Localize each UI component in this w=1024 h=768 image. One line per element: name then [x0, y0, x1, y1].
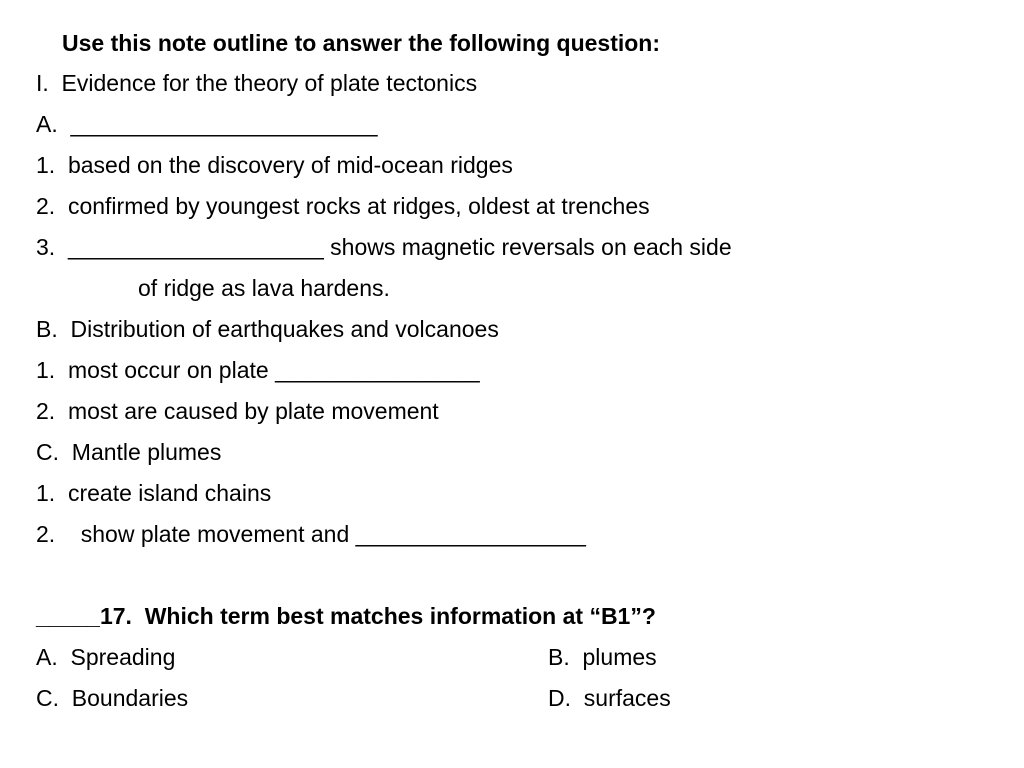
outline-line-7: B. Distribution of earthquakes and volcanoes — [36, 316, 499, 342]
outline-line-8: 1. most occur on plate ________________ — [36, 357, 480, 383]
outline-line-2: A. ________________________ — [36, 111, 378, 137]
choice-b: B. plumes — [548, 644, 657, 670]
outline-line-9: 2. most are caused by plate movement — [36, 398, 439, 424]
outline-line-5: 3. ____________________ shows magnetic reversals on each side — [36, 234, 732, 260]
outline-line-4: 2. confirmed by youngest rocks at ridges, oldest at trenches — [36, 193, 650, 219]
outline-line-10: C. Mantle plumes — [36, 439, 222, 465]
outline-line-1: I. Evidence for the theory of plate tectonics — [36, 70, 478, 96]
choice-c: C. Boundaries — [36, 685, 189, 711]
choice-d: D. surfaces — [548, 685, 671, 711]
outline-line-6: of ridge as lava hardens. — [138, 275, 390, 301]
outline-heading: Use this note outline to answer the following question: — [62, 30, 661, 56]
question-text: _____17. Which term best matches information at “B1”? — [36, 603, 656, 629]
choice-a: A. Spreading — [36, 644, 176, 670]
outline-line-11: 1. create island chains — [36, 480, 272, 506]
outline-line-3: 1. based on the discovery of mid-ocean ridges — [36, 152, 513, 178]
outline-line-12: 2. show plate movement and __________________ — [36, 521, 586, 547]
